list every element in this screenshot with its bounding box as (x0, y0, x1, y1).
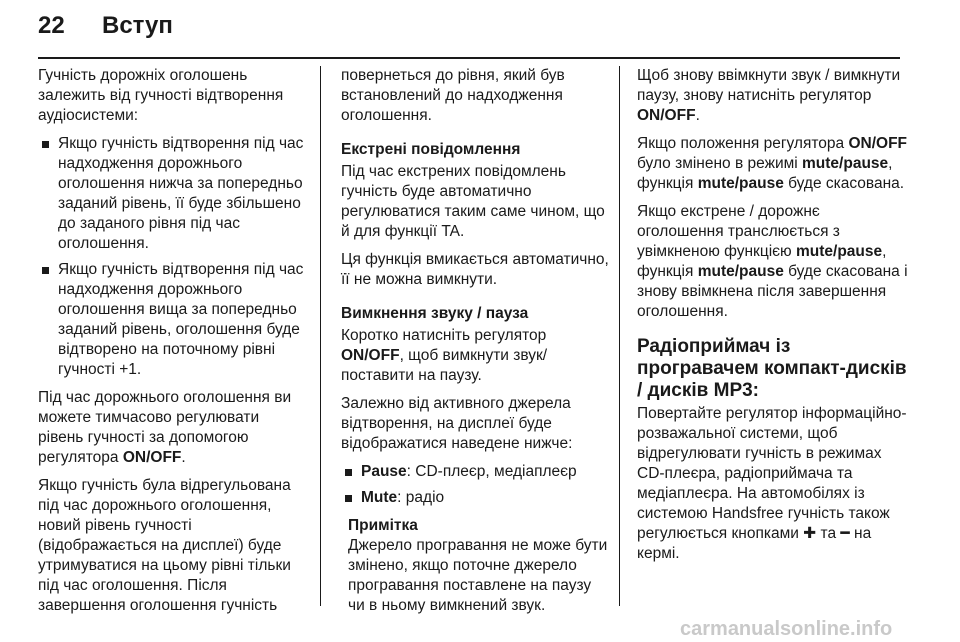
paragraph (637, 404, 909, 564)
paragraph: Під час екстрених повідомлень гучність буде автоматично регулюватися таким саме чином, що й для функції TA. (341, 163, 605, 240)
note-box (341, 516, 609, 616)
plus-icon: ✚ (803, 525, 817, 542)
list-item: Якщо гучність відтворення під час надходження дорожнього оголошення вища за попередньо заданий рівень, оголошення буде відтворено на поточному рівні гучності +1. (38, 260, 308, 380)
paragraph: Гучність дорожніх оголошень залежить від гучності відтворення аудіосистеми: (38, 67, 284, 124)
text: буде скасована. (783, 175, 905, 192)
text: : радіо (397, 489, 445, 506)
paragraph (637, 202, 909, 322)
mode-name: mute/pause (697, 263, 784, 280)
mode-name: mute/pause (796, 243, 883, 260)
text: буде скасована і знову ввімкнена після завершення оголошення. (637, 263, 908, 320)
note-title: Примітка (348, 517, 418, 534)
bullet-list (38, 134, 308, 380)
paragraph (637, 134, 909, 194)
text: та (816, 525, 841, 542)
note-text: Джерело програвання не може бути змінено, якщо поточне джерело програвання поставлене на паузу чи в ньому вимкнений звук. (348, 537, 608, 614)
text: Якщо положення регулятора (637, 135, 849, 152)
mode-name: mute/pause (802, 155, 889, 172)
list-item (341, 488, 609, 508)
display-label: Mute (361, 489, 398, 506)
text: , щоб вимкнути звук/поставити на паузу. (341, 347, 548, 384)
control-name: ON/OFF (341, 347, 400, 364)
text: . (181, 449, 186, 466)
text: , функція (637, 155, 893, 192)
header-rule (38, 57, 900, 59)
section-heading: Радіоприймач із програвачем компакт-дисків / дисків MP3: (637, 336, 907, 401)
column-2 (341, 66, 609, 624)
control-name: ON/OFF (122, 449, 182, 466)
paragraph: Залежно від активного джерела відтворення, на дисплеї буде відображатися наведене нижче: (341, 395, 573, 452)
paragraph: Якщо гучність була відрегульована під час дорожнього оголошення, новий рівень гучності (відображається на дисплеї) буде утримуватися на цьому рівні тільки під час оголошення. Після завершення оголошення гучність (38, 477, 291, 614)
text: було змінено в режимі (637, 155, 803, 172)
list-item (341, 462, 609, 482)
mode-name: mute/pause (697, 175, 784, 192)
text: Коротко натисніть регулятор (341, 327, 547, 344)
paragraph (637, 66, 909, 126)
minus-icon: ━ (840, 525, 850, 542)
display-label: Pause (361, 463, 407, 480)
control-name: ON/OFF (637, 107, 696, 124)
text: на кермі. (637, 525, 872, 562)
bullet-list (341, 462, 609, 508)
column-3 (637, 66, 909, 572)
page-title: Вступ (102, 12, 173, 39)
text: : CD-плеєр, медіаплеєр (406, 463, 577, 480)
paragraph: повернеться до рівня, який був встановлений до надходження оголошення. (341, 67, 565, 124)
column-1 (38, 66, 308, 624)
text: Повертайте регулятор інформаційно-розважальної системи, щоб відрегулювати гучність в режимах CD-плеєра, радіоприймача та медіаплеєра. На автомобілях із системою Handsfree гучність також регулюється кнопками (637, 405, 907, 542)
text: , функція (637, 243, 887, 280)
list-item: Якщо гучність відтворення під час надходження дорожнього оголошення нижча за попередньо заданий рівень, її буде збільшено до заданого рівня під час оголошення. (38, 134, 308, 254)
text: Щоб знову ввімкнути звук / вимкнути паузу, знову натисніть регулятор (637, 67, 901, 104)
text: Якщо екстрене / дорожнє оголошення транслюється з увімкненою функцією (637, 203, 840, 260)
column-divider (320, 66, 321, 606)
paragraph (38, 388, 308, 468)
column-divider (619, 66, 620, 606)
emergency-heading: Екстрені повідомлення (341, 141, 521, 158)
watermark: carmanualsonline.info (680, 618, 893, 640)
paragraph (341, 326, 609, 386)
mute-heading: Вимкнення звуку / пауза (341, 305, 529, 322)
control-name: ON/OFF (848, 135, 908, 152)
text: Під час дорожнього оголошення ви можете тимчасово регулювати рівень гучності за допомогою регулятора (38, 389, 292, 466)
page-number: 22 (38, 12, 65, 39)
paragraph: Ця функція вмикається автоматично, її не можна вимкнути. (341, 251, 609, 288)
text: . (695, 107, 700, 124)
